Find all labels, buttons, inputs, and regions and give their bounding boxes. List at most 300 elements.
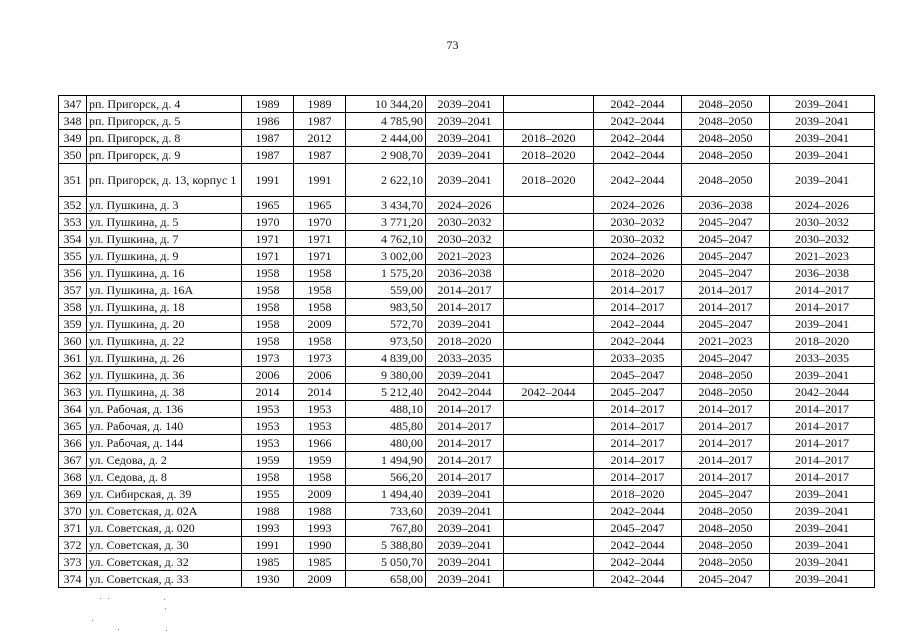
period-cell-3: 2030–2032 xyxy=(594,231,682,248)
period-cell-5: 2039–2041 xyxy=(770,113,875,130)
area-cell: 1 494,90 xyxy=(346,452,426,469)
table-row xyxy=(59,520,875,537)
commissioning-year-cell: 2009 xyxy=(294,316,346,333)
period-cell-3: 2024–2026 xyxy=(594,248,682,265)
area-cell: 658,00 xyxy=(346,571,426,588)
construction-year-cell: 1965 xyxy=(242,197,294,214)
period-cell-4: 2045–2047 xyxy=(682,248,770,265)
construction-year-cell: 1930 xyxy=(242,571,294,588)
area-cell: 480,00 xyxy=(346,435,426,452)
commissioning-year-cell: 1958 xyxy=(294,299,346,316)
period-cell-5: 2014–2017 xyxy=(770,418,875,435)
period-cell-2 xyxy=(504,452,594,469)
commissioning-year-cell: 2006 xyxy=(294,367,346,384)
table-row xyxy=(59,265,875,282)
period-cell-5: 2014–2017 xyxy=(770,469,875,486)
area-cell: 5 212,40 xyxy=(346,384,426,401)
period-cell-1: 2021–2023 xyxy=(426,248,504,265)
period-cell-5: 2014–2017 xyxy=(770,435,875,452)
period-cell-2 xyxy=(504,96,594,113)
period-cell-3: 2045–2047 xyxy=(594,384,682,401)
period-cell-2 xyxy=(504,265,594,282)
area-cell: 3 002,00 xyxy=(346,248,426,265)
period-cell-2 xyxy=(504,333,594,350)
construction-year-cell: 1987 xyxy=(242,130,294,147)
construction-year-cell: 1988 xyxy=(242,503,294,520)
period-cell-3: 2024–2026 xyxy=(594,197,682,214)
period-cell-3: 2042–2044 xyxy=(594,554,682,571)
period-cell-5: 2014–2017 xyxy=(770,401,875,418)
table-row xyxy=(59,554,875,571)
address-cell: ул. Советская, д. 33 xyxy=(87,571,242,588)
commissioning-year-cell: 1966 xyxy=(294,435,346,452)
period-cell-3: 2014–2017 xyxy=(594,299,682,316)
row-number-cell: 353 xyxy=(59,214,87,231)
period-cell-3: 2045–2047 xyxy=(594,520,682,537)
period-cell-4: 2036–2038 xyxy=(682,197,770,214)
period-cell-5: 2024–2026 xyxy=(770,197,875,214)
commissioning-year-cell: 1958 xyxy=(294,469,346,486)
period-cell-1: 2042–2044 xyxy=(426,384,504,401)
table-row xyxy=(59,214,875,231)
period-cell-1: 2039–2041 xyxy=(426,113,504,130)
construction-year-cell: 2006 xyxy=(242,367,294,384)
period-cell-3: 2014–2017 xyxy=(594,452,682,469)
period-cell-1: 2033–2035 xyxy=(426,350,504,367)
area-cell: 2 622,10 xyxy=(346,164,426,197)
period-cell-1: 2039–2041 xyxy=(426,316,504,333)
construction-year-cell: 1987 xyxy=(242,147,294,164)
area-cell: 566,20 xyxy=(346,469,426,486)
table-row xyxy=(59,130,875,147)
period-cell-3: 2042–2044 xyxy=(594,316,682,333)
table-row xyxy=(59,418,875,435)
period-cell-5: 2039–2041 xyxy=(770,130,875,147)
row-number-cell: 366 xyxy=(59,435,87,452)
construction-year-cell: 1958 xyxy=(242,469,294,486)
period-cell-3: 2042–2044 xyxy=(594,503,682,520)
period-cell-1: 2039–2041 xyxy=(426,164,504,197)
table-row xyxy=(59,452,875,469)
construction-year-cell: 1953 xyxy=(242,401,294,418)
construction-year-cell: 1989 xyxy=(242,96,294,113)
row-number-cell: 370 xyxy=(59,503,87,520)
area-cell: 3 771,20 xyxy=(346,214,426,231)
period-cell-1: 2014–2017 xyxy=(426,452,504,469)
period-cell-3: 2042–2044 xyxy=(594,333,682,350)
commissioning-year-cell: 2009 xyxy=(294,571,346,588)
row-number-cell: 356 xyxy=(59,265,87,282)
construction-year-cell: 1953 xyxy=(242,418,294,435)
table-row xyxy=(59,333,875,350)
period-cell-4: 2045–2047 xyxy=(682,231,770,248)
row-number-cell: 355 xyxy=(59,248,87,265)
construction-year-cell: 1991 xyxy=(242,164,294,197)
period-cell-4: 2045–2047 xyxy=(682,486,770,503)
period-cell-4: 2048–2050 xyxy=(682,503,770,520)
construction-year-cell: 1985 xyxy=(242,554,294,571)
period-cell-3: 2014–2017 xyxy=(594,435,682,452)
period-cell-5: 2039–2041 xyxy=(770,537,875,554)
address-cell: ул. Советская, д. 020 xyxy=(87,520,242,537)
period-cell-2 xyxy=(504,571,594,588)
table-row xyxy=(59,299,875,316)
commissioning-year-cell: 2014 xyxy=(294,384,346,401)
period-cell-5: 2036–2038 xyxy=(770,265,875,282)
period-cell-3: 2014–2017 xyxy=(594,401,682,418)
period-cell-5: 2039–2041 xyxy=(770,164,875,197)
area-cell: 488,10 xyxy=(346,401,426,418)
period-cell-3: 2033–2035 xyxy=(594,350,682,367)
area-cell: 559,00 xyxy=(346,282,426,299)
period-cell-5: 2014–2017 xyxy=(770,452,875,469)
period-cell-2 xyxy=(504,350,594,367)
construction-year-cell: 1986 xyxy=(242,113,294,130)
period-cell-3: 2042–2044 xyxy=(594,96,682,113)
row-number-cell: 347 xyxy=(59,96,87,113)
period-cell-2 xyxy=(504,248,594,265)
table-row xyxy=(59,231,875,248)
period-cell-3: 2045–2047 xyxy=(594,367,682,384)
period-cell-1: 2030–2032 xyxy=(426,214,504,231)
area-cell: 1 494,40 xyxy=(346,486,426,503)
period-cell-1: 2036–2038 xyxy=(426,265,504,282)
address-cell: ул. Сибирская, д. 39 xyxy=(87,486,242,503)
period-cell-4: 2021–2023 xyxy=(682,333,770,350)
row-number-cell: 362 xyxy=(59,367,87,384)
period-cell-4: 2048–2050 xyxy=(682,367,770,384)
address-cell: ул. Пушкина, д. 38 xyxy=(87,384,242,401)
period-cell-5: 2021–2023 xyxy=(770,248,875,265)
row-number-cell: 371 xyxy=(59,520,87,537)
period-cell-2 xyxy=(504,537,594,554)
address-cell: ул. Пушкина, д. 36 xyxy=(87,367,242,384)
construction-year-cell: 1971 xyxy=(242,231,294,248)
address-cell: ул. Рабочая, д. 144 xyxy=(87,435,242,452)
construction-year-cell: 1958 xyxy=(242,282,294,299)
period-cell-1: 2014–2017 xyxy=(426,401,504,418)
period-cell-1: 2039–2041 xyxy=(426,147,504,164)
construction-year-cell: 1958 xyxy=(242,265,294,282)
address-cell: ул. Советская, д. 30 xyxy=(87,537,242,554)
period-cell-5: 2014–2017 xyxy=(770,299,875,316)
period-cell-5: 2030–2032 xyxy=(770,231,875,248)
address-cell: рп. Пригорск, д. 9 xyxy=(87,147,242,164)
commissioning-year-cell: 1973 xyxy=(294,350,346,367)
period-cell-4: 2045–2047 xyxy=(682,350,770,367)
area-cell: 485,80 xyxy=(346,418,426,435)
commissioning-year-cell: 1987 xyxy=(294,147,346,164)
period-cell-2 xyxy=(504,197,594,214)
area-cell: 733,60 xyxy=(346,503,426,520)
construction-year-cell: 1970 xyxy=(242,214,294,231)
address-cell: ул. Пушкина, д. 5 xyxy=(87,214,242,231)
table-row xyxy=(59,469,875,486)
period-cell-4: 2045–2047 xyxy=(682,265,770,282)
construction-year-cell: 1993 xyxy=(242,520,294,537)
commissioning-year-cell: 1993 xyxy=(294,520,346,537)
period-cell-1: 2039–2041 xyxy=(426,96,504,113)
period-cell-4: 2048–2050 xyxy=(682,113,770,130)
table-row xyxy=(59,248,875,265)
period-cell-2 xyxy=(504,316,594,333)
period-cell-2 xyxy=(504,554,594,571)
area-cell: 973,50 xyxy=(346,333,426,350)
commissioning-year-cell: 1953 xyxy=(294,418,346,435)
construction-year-cell: 1955 xyxy=(242,486,294,503)
period-cell-5: 2039–2041 xyxy=(770,486,875,503)
period-cell-4: 2014–2017 xyxy=(682,469,770,486)
period-cell-1: 2014–2017 xyxy=(426,435,504,452)
area-cell: 9 380,00 xyxy=(346,367,426,384)
period-cell-5: 2039–2041 xyxy=(770,147,875,164)
period-cell-4: 2048–2050 xyxy=(682,96,770,113)
period-cell-1: 2014–2017 xyxy=(426,282,504,299)
commissioning-year-cell: 2012 xyxy=(294,130,346,147)
area-cell: 2 908,70 xyxy=(346,147,426,164)
period-cell-4: 2048–2050 xyxy=(682,384,770,401)
construction-year-cell: 1958 xyxy=(242,316,294,333)
row-number-cell: 354 xyxy=(59,231,87,248)
commissioning-year-cell: 1958 xyxy=(294,282,346,299)
table-row xyxy=(59,384,875,401)
row-number-cell: 368 xyxy=(59,469,87,486)
table-row xyxy=(59,503,875,520)
commissioning-year-cell: 1985 xyxy=(294,554,346,571)
period-cell-2 xyxy=(504,214,594,231)
construction-year-cell: 1958 xyxy=(242,299,294,316)
address-cell: ул. Пушкина, д. 26 xyxy=(87,350,242,367)
period-cell-3: 2030–2032 xyxy=(594,214,682,231)
row-number-cell: 361 xyxy=(59,350,87,367)
period-cell-3: 2018–2020 xyxy=(594,265,682,282)
period-cell-1: 2039–2041 xyxy=(426,537,504,554)
period-cell-5: 2018–2020 xyxy=(770,333,875,350)
period-cell-2: 2018–2020 xyxy=(504,130,594,147)
period-cell-1: 2024–2026 xyxy=(426,197,504,214)
commissioning-year-cell: 1953 xyxy=(294,401,346,418)
address-cell: ул. Пушкина, д. 3 xyxy=(87,197,242,214)
commissioning-year-cell: 1990 xyxy=(294,537,346,554)
table-row xyxy=(59,96,875,113)
table-row xyxy=(59,367,875,384)
period-cell-2: 2018–2020 xyxy=(504,164,594,197)
commissioning-year-cell: 1988 xyxy=(294,503,346,520)
period-cell-3: 2042–2044 xyxy=(594,164,682,197)
period-cell-2 xyxy=(504,113,594,130)
row-number-cell: 360 xyxy=(59,333,87,350)
row-number-cell: 358 xyxy=(59,299,87,316)
period-cell-1: 2039–2041 xyxy=(426,520,504,537)
row-number-cell: 367 xyxy=(59,452,87,469)
area-cell: 4 785,90 xyxy=(346,113,426,130)
address-cell: ул. Пушкина, д. 7 xyxy=(87,231,242,248)
area-cell: 572,70 xyxy=(346,316,426,333)
address-cell: ул. Пушкина, д. 18 xyxy=(87,299,242,316)
period-cell-4: 2014–2017 xyxy=(682,401,770,418)
period-cell-5: 2039–2041 xyxy=(770,554,875,571)
period-cell-1: 2030–2032 xyxy=(426,231,504,248)
period-cell-4: 2014–2017 xyxy=(682,452,770,469)
address-cell: ул. Пушкина, д. 22 xyxy=(87,333,242,350)
table-row xyxy=(59,113,875,130)
period-cell-3: 2042–2044 xyxy=(594,571,682,588)
table-row xyxy=(59,571,875,588)
construction-year-cell: 2014 xyxy=(242,384,294,401)
table-row xyxy=(59,197,875,214)
commissioning-year-cell: 1970 xyxy=(294,214,346,231)
address-cell: ул. Пушкина, д. 9 xyxy=(87,248,242,265)
period-cell-2 xyxy=(504,435,594,452)
commissioning-year-cell: 1958 xyxy=(294,333,346,350)
address-cell: рп. Пригорск, д. 13, корпус 1 xyxy=(87,164,242,197)
period-cell-4: 2048–2050 xyxy=(682,520,770,537)
period-cell-3: 2042–2044 xyxy=(594,537,682,554)
commissioning-year-cell: 1989 xyxy=(294,96,346,113)
row-number-cell: 349 xyxy=(59,130,87,147)
construction-year-cell: 1958 xyxy=(242,333,294,350)
period-cell-5: 2042–2044 xyxy=(770,384,875,401)
period-cell-4: 2014–2017 xyxy=(682,435,770,452)
construction-year-cell: 1953 xyxy=(242,435,294,452)
table-row xyxy=(59,401,875,418)
period-cell-3: 2018–2020 xyxy=(594,486,682,503)
period-cell-4: 2048–2050 xyxy=(682,537,770,554)
commissioning-year-cell: 1965 xyxy=(294,197,346,214)
table-row xyxy=(59,486,875,503)
period-cell-3: 2042–2044 xyxy=(594,147,682,164)
row-number-cell: 365 xyxy=(59,418,87,435)
period-cell-5: 2039–2041 xyxy=(770,503,875,520)
address-cell: рп. Пригорск, д. 5 xyxy=(87,113,242,130)
table-row xyxy=(59,316,875,333)
page-number: 73 xyxy=(446,38,459,52)
address-cell: ул. Рабочая, д. 136 xyxy=(87,401,242,418)
period-cell-2 xyxy=(504,231,594,248)
period-cell-2 xyxy=(504,503,594,520)
row-number-cell: 369 xyxy=(59,486,87,503)
period-cell-4: 2014–2017 xyxy=(682,299,770,316)
period-cell-5: 2039–2041 xyxy=(770,520,875,537)
row-number-cell: 352 xyxy=(59,197,87,214)
commissioning-year-cell: 2009 xyxy=(294,486,346,503)
address-cell: ул. Рабочая, д. 140 xyxy=(87,418,242,435)
period-cell-1: 2014–2017 xyxy=(426,299,504,316)
period-cell-2: 2018–2020 xyxy=(504,147,594,164)
row-number-cell: 374 xyxy=(59,571,87,588)
housing-registry-table xyxy=(58,95,875,588)
area-cell: 767,80 xyxy=(346,520,426,537)
commissioning-year-cell: 1959 xyxy=(294,452,346,469)
period-cell-4: 2045–2047 xyxy=(682,214,770,231)
commissioning-year-cell: 1991 xyxy=(294,164,346,197)
period-cell-3: 2042–2044 xyxy=(594,130,682,147)
period-cell-2 xyxy=(504,520,594,537)
period-cell-2 xyxy=(504,486,594,503)
period-cell-3: 2014–2017 xyxy=(594,282,682,299)
period-cell-2: 2042–2044 xyxy=(504,384,594,401)
period-cell-3: 2014–2017 xyxy=(594,469,682,486)
row-number-cell: 351 xyxy=(59,164,87,197)
address-cell: ул. Пушкина, д. 16А xyxy=(87,282,242,299)
commissioning-year-cell: 1971 xyxy=(294,231,346,248)
period-cell-5: 2039–2041 xyxy=(770,367,875,384)
period-cell-1: 2014–2017 xyxy=(426,469,504,486)
construction-year-cell: 1973 xyxy=(242,350,294,367)
period-cell-1: 2039–2041 xyxy=(426,367,504,384)
commissioning-year-cell: 1958 xyxy=(294,265,346,282)
row-number-cell: 363 xyxy=(59,384,87,401)
period-cell-5: 2014–2017 xyxy=(770,282,875,299)
row-number-cell: 350 xyxy=(59,147,87,164)
period-cell-4: 2045–2047 xyxy=(682,316,770,333)
period-cell-5: 2030–2032 xyxy=(770,214,875,231)
period-cell-4: 2048–2050 xyxy=(682,147,770,164)
period-cell-2 xyxy=(504,299,594,316)
period-cell-1: 2039–2041 xyxy=(426,503,504,520)
construction-year-cell: 1971 xyxy=(242,248,294,265)
address-cell: ул. Советская, д. 32 xyxy=(87,554,242,571)
period-cell-5: 2039–2041 xyxy=(770,96,875,113)
period-cell-1: 2014–2017 xyxy=(426,418,504,435)
period-cell-1: 2039–2041 xyxy=(426,554,504,571)
address-cell: ул. Советская, д. 02А xyxy=(87,503,242,520)
period-cell-2 xyxy=(504,282,594,299)
address-cell: рп. Пригорск, д. 4 xyxy=(87,96,242,113)
row-number-cell: 373 xyxy=(59,554,87,571)
area-cell: 2 444,00 xyxy=(346,130,426,147)
address-cell: ул. Пушкина, д. 16 xyxy=(87,265,242,282)
table-row xyxy=(59,350,875,367)
row-number-cell: 372 xyxy=(59,537,87,554)
address-cell: ул. Седова, д. 8 xyxy=(87,469,242,486)
address-cell: ул. Пушкина, д. 20 xyxy=(87,316,242,333)
period-cell-2 xyxy=(504,469,594,486)
period-cell-4: 2048–2050 xyxy=(682,130,770,147)
row-number-cell: 364 xyxy=(59,401,87,418)
period-cell-5: 2039–2041 xyxy=(770,316,875,333)
address-cell: ул. Седова, д. 2 xyxy=(87,452,242,469)
period-cell-4: 2045–2047 xyxy=(682,571,770,588)
area-cell: 4 839,00 xyxy=(346,350,426,367)
area-cell: 5 050,70 xyxy=(346,554,426,571)
period-cell-2 xyxy=(504,367,594,384)
period-cell-1: 2039–2041 xyxy=(426,486,504,503)
period-cell-1: 2039–2041 xyxy=(426,571,504,588)
area-cell: 1 575,20 xyxy=(346,265,426,282)
period-cell-3: 2042–2044 xyxy=(594,113,682,130)
period-cell-4: 2014–2017 xyxy=(682,418,770,435)
area-cell: 4 762,10 xyxy=(346,231,426,248)
area-cell: 983,50 xyxy=(346,299,426,316)
table-row xyxy=(59,435,875,452)
period-cell-5: 2039–2041 xyxy=(770,571,875,588)
period-cell-2 xyxy=(504,401,594,418)
table-row xyxy=(59,147,875,164)
construction-year-cell: 1991 xyxy=(242,537,294,554)
period-cell-4: 2014–2017 xyxy=(682,282,770,299)
table-row xyxy=(59,164,875,197)
commissioning-year-cell: 1971 xyxy=(294,248,346,265)
commissioning-year-cell: 1987 xyxy=(294,113,346,130)
period-cell-1: 2018–2020 xyxy=(426,333,504,350)
scan-specks xyxy=(60,596,240,636)
period-cell-5: 2033–2035 xyxy=(770,350,875,367)
table-row xyxy=(59,282,875,299)
row-number-cell: 359 xyxy=(59,316,87,333)
area-cell: 5 388,80 xyxy=(346,537,426,554)
period-cell-2 xyxy=(504,418,594,435)
